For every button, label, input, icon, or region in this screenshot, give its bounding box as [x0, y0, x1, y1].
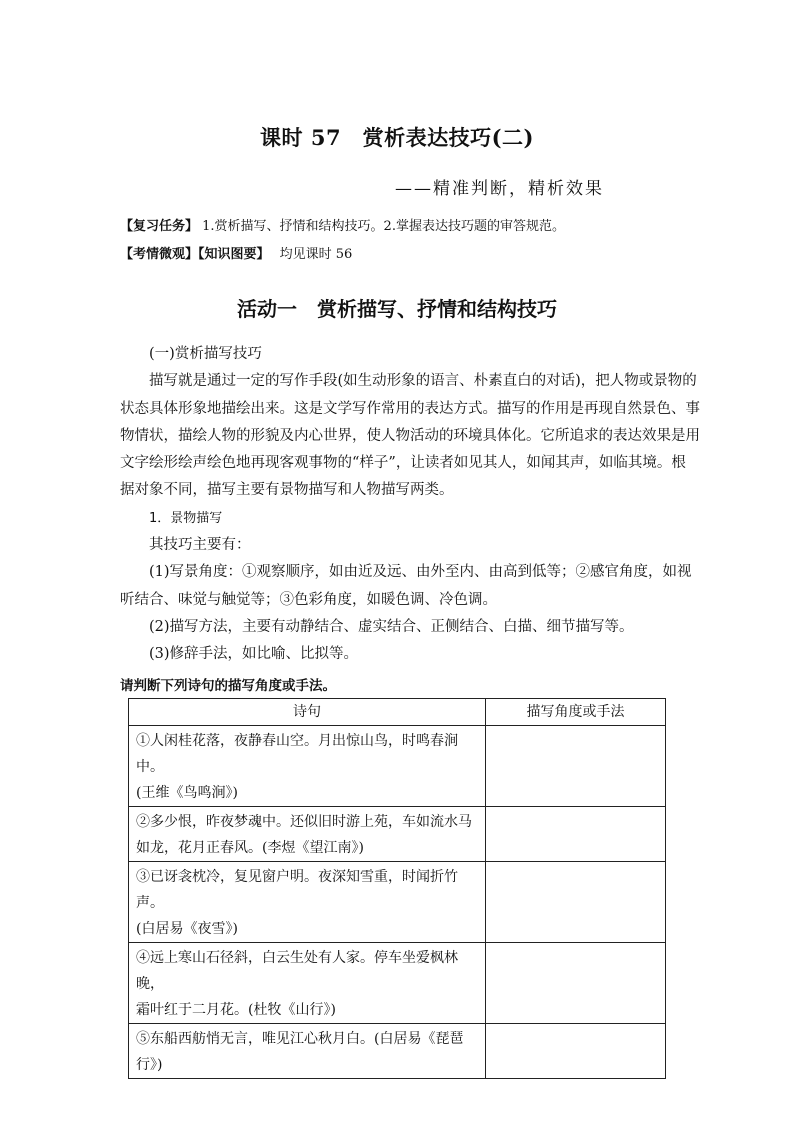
main-body	[120, 341, 700, 669]
answer-cell[interactable]	[486, 943, 666, 1024]
table-row	[129, 1024, 666, 1079]
exam-info-line	[120, 243, 352, 262]
paragraph-line: 物情状，描绘人物的形貌及内心世界，使人物活动的环境具体化。它所追求的表达效果是用	[120, 427, 700, 444]
poem-source: (王维《鸟鸣涧》)	[136, 785, 238, 801]
answer-cell[interactable]	[486, 807, 666, 862]
answer-cell[interactable]	[486, 862, 666, 943]
table-header-row	[129, 699, 666, 726]
poem-source: 如龙，花月正春风。(李煜《望江南》)	[136, 840, 364, 856]
poem-source: 行》)	[136, 1057, 163, 1073]
poem-cell	[129, 943, 486, 1024]
review-task-text: 1.赏析描写、抒情和结构技巧。2.掌握表达技巧题的审答规范。	[202, 219, 565, 234]
poem-line: ①人闲桂花落，夜静春山空。月出惊山鸟，时鸣春涧中。	[136, 733, 458, 775]
poem-line: ②多少恨，昨夜梦魂中。还似旧时游上苑，车如流水马	[136, 814, 472, 830]
answer-cell[interactable]	[486, 1024, 666, 1079]
part-heading: (一)赏析描写技巧	[149, 346, 262, 362]
poem-cell	[129, 1024, 486, 1079]
table-row	[129, 943, 666, 1024]
answer-cell[interactable]	[486, 726, 666, 807]
skills-intro: 其技巧主要有：	[149, 537, 251, 554]
paragraph-line: 状态具体形象地描绘出来。这是文学写作常用的表达方式。描写的作用是再现自然景色、事	[120, 400, 700, 417]
review-task-line	[120, 215, 565, 234]
table-row	[129, 807, 666, 862]
paragraph-line: 描写就是通过一定的写作手段(如生动形象的语言、朴素直白的对话)，把人物或景物的	[149, 373, 697, 390]
skill-line: (1)写景角度：①观察顺序，如由近及远、由外至内、由高到低等；②感官角度，如视	[149, 564, 692, 581]
poem-line: ③已讶衾枕冷，复见窗户明。夜深知雪重，时闻折竹声。	[136, 869, 458, 911]
poem-cell	[129, 862, 486, 943]
review-task-tag: 【复习任务】	[120, 219, 199, 234]
paragraph-line: 据对象不同，描写主要有景物描写和人物描写两类。	[120, 482, 454, 499]
poem-line: ⑤东船西舫悄无言，唯见江心秋月白。(白居易《琵琶	[136, 1031, 464, 1047]
poem-cell	[129, 726, 486, 807]
table-header-poem: 诗句	[129, 699, 486, 726]
skill-line: 听结合、味觉与触觉等；③色彩角度，如暖色调、冷色调。	[120, 591, 497, 608]
skill-line: (3)修辞手法，如比喻、比拟等。	[149, 646, 359, 663]
lesson-title: 课时 57 赏析表达技巧(二)	[260, 125, 534, 150]
section-title: 活动一 赏析描写、抒情和结构技巧	[237, 297, 557, 321]
exam-info-text: 均见课时 56	[279, 247, 353, 262]
poem-analysis-table	[128, 698, 666, 1079]
paragraph-line: 文字绘形绘声绘色地再现客观事物的“样子”，让读者如见其人，如闻其声，如临其境。根	[120, 455, 686, 472]
exercise-instruction: 请判断下列诗句的描写角度或手法。	[120, 678, 336, 694]
table-row	[129, 726, 666, 807]
poem-source: 霜叶红于二月花。(杜牧《山行》)	[136, 1002, 336, 1018]
table-header-technique: 描写角度或手法	[486, 699, 666, 726]
exam-info-tag: 【考情微观】【知识图要】	[120, 247, 270, 262]
sub-heading: 1．景物描写	[149, 510, 223, 526]
poem-cell	[129, 807, 486, 862]
poem-line: ④远上寒山石径斜，白云生处有人家。停车坐爱枫林晚，	[136, 950, 458, 992]
table-row	[129, 862, 666, 943]
skill-line: (2)描写方法，主要有动静结合、虚实结合、正侧结合、白描、细节描写等。	[149, 618, 634, 635]
poem-source: (白居易《夜雪》)	[136, 921, 238, 937]
lesson-subtitle: ——精准判断，精析效果	[395, 179, 604, 199]
